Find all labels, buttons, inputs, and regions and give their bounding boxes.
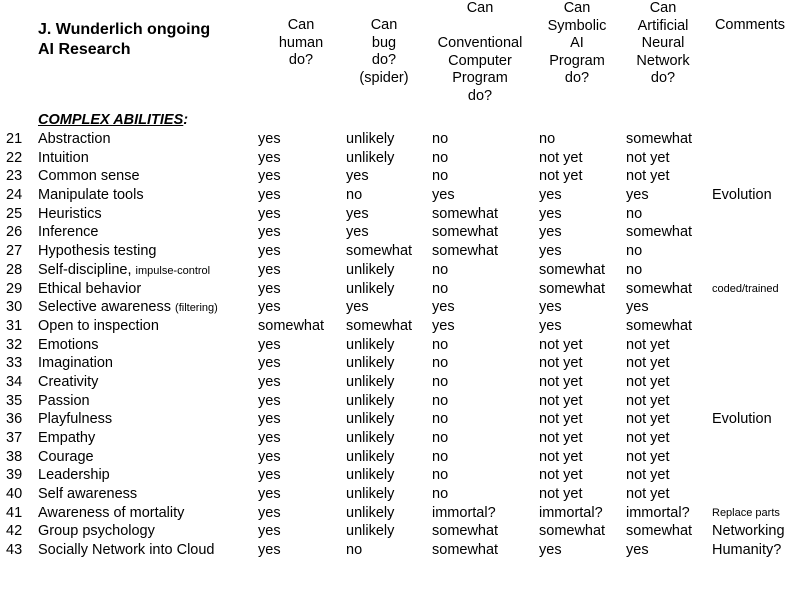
row-number: 41 bbox=[6, 504, 23, 521]
ann-cell: no bbox=[626, 205, 643, 222]
ability-name: Intuition bbox=[38, 149, 89, 166]
human-cell: yes bbox=[258, 392, 281, 409]
bug-cell: unlikely bbox=[346, 373, 395, 390]
comment-cell: Evolution bbox=[712, 187, 772, 204]
bug-cell: unlikely bbox=[346, 486, 395, 503]
ability-name: Ethical behavior bbox=[38, 280, 142, 297]
symbolic-cell: yes bbox=[539, 224, 562, 241]
row-number: 28 bbox=[6, 261, 23, 278]
conventional-cell: no bbox=[432, 448, 449, 465]
header-ann: Can Artificial Neural Network do? bbox=[636, 0, 690, 87]
bug-cell: unlikely bbox=[346, 131, 395, 147]
symbolic-cell: not yet bbox=[539, 486, 583, 503]
row-number: 40 bbox=[6, 486, 23, 503]
row-number: 27 bbox=[6, 243, 23, 260]
ability-name: Awareness of mortality bbox=[38, 504, 185, 521]
symbolic-cell: somewhat bbox=[539, 280, 606, 297]
ability-name: Manipulate tools bbox=[38, 187, 144, 204]
symbolic-cell: not yet bbox=[539, 355, 583, 372]
symbolic-cell: yes bbox=[539, 317, 562, 334]
table-row bbox=[0, 242, 800, 261]
symbolic-cell: not yet bbox=[539, 392, 583, 409]
conventional-cell: no bbox=[432, 355, 449, 372]
row-number: 36 bbox=[6, 411, 23, 428]
table-row bbox=[0, 186, 800, 205]
bug-cell: unlikely bbox=[346, 149, 395, 166]
symbolic-cell: yes bbox=[539, 187, 562, 204]
row-number: 26 bbox=[6, 224, 23, 241]
bug-cell: yes bbox=[346, 205, 369, 222]
ability-note: (filtering) bbox=[175, 302, 218, 315]
table-row bbox=[0, 504, 800, 523]
human-cell: yes bbox=[258, 373, 281, 390]
symbolic-cell: yes bbox=[539, 205, 562, 222]
symbolic-cell: not yet bbox=[539, 411, 583, 428]
ability-name: Heuristics bbox=[38, 205, 102, 222]
bug-cell: no bbox=[346, 542, 363, 559]
symbolic-cell: yes bbox=[539, 243, 562, 260]
ability-name: Hypothesis testing bbox=[38, 243, 157, 260]
human-cell: yes bbox=[258, 486, 281, 503]
ann-cell: somewhat bbox=[626, 224, 693, 241]
bug-cell: unlikely bbox=[346, 467, 395, 484]
symbolic-cell: not yet bbox=[539, 430, 583, 446]
table-row bbox=[0, 167, 800, 186]
ability-cell bbox=[38, 242, 156, 261]
ability-cell bbox=[38, 167, 140, 186]
ann-cell: somewhat bbox=[626, 317, 693, 334]
abilities-table bbox=[0, 130, 800, 560]
row-number: 43 bbox=[6, 542, 23, 559]
header-symbolic: Can Symbolic AI Program do? bbox=[547, 0, 607, 87]
comment-cell: Evolution bbox=[712, 411, 772, 428]
ann-cell: not yet bbox=[626, 448, 670, 465]
row-number: 39 bbox=[6, 467, 23, 484]
ann-cell: no bbox=[626, 243, 643, 260]
ann-cell: somewhat bbox=[626, 523, 693, 540]
ability-name: Imagination bbox=[38, 355, 113, 372]
human-cell: yes bbox=[258, 205, 281, 222]
symbolic-cell: somewhat bbox=[539, 523, 606, 540]
row-number: 24 bbox=[6, 187, 23, 204]
human-cell: somewhat bbox=[258, 317, 325, 334]
ability-name: Emotions bbox=[38, 336, 99, 353]
ability-name: Empathy bbox=[38, 430, 96, 446]
section-label: COMPLEX ABILITIES bbox=[38, 112, 184, 128]
symbolic-cell: not yet bbox=[539, 168, 583, 185]
ability-name: Self-discipline, bbox=[38, 261, 132, 278]
table-row bbox=[0, 522, 800, 541]
bug-cell: unlikely bbox=[346, 261, 395, 278]
table-row bbox=[0, 429, 800, 448]
conventional-cell: somewhat bbox=[432, 224, 499, 241]
table-row bbox=[0, 280, 800, 299]
ability-name: Creativity bbox=[38, 373, 99, 390]
row-number: 34 bbox=[6, 373, 23, 390]
conventional-cell: no bbox=[432, 131, 449, 147]
ability-cell bbox=[38, 522, 155, 541]
row-number: 23 bbox=[6, 168, 23, 185]
table-row bbox=[0, 373, 800, 392]
comment-cell: Replace parts bbox=[712, 506, 780, 519]
ann-cell: not yet bbox=[626, 467, 670, 484]
ann-cell: not yet bbox=[626, 355, 670, 372]
conventional-cell: yes bbox=[432, 317, 455, 334]
symbolic-cell: yes bbox=[539, 299, 562, 316]
bug-cell: unlikely bbox=[346, 280, 395, 297]
bug-cell: unlikely bbox=[346, 448, 395, 465]
row-number: 42 bbox=[6, 523, 23, 540]
bug-cell: yes bbox=[346, 224, 369, 241]
table-row bbox=[0, 466, 800, 485]
table-row bbox=[0, 392, 800, 411]
row-number: 25 bbox=[6, 205, 23, 222]
ann-cell: somewhat bbox=[626, 131, 693, 147]
ability-cell bbox=[38, 298, 218, 318]
comment-cell: Humanity? bbox=[712, 542, 782, 559]
row-number: 33 bbox=[6, 355, 23, 372]
ability-name: Selective awareness bbox=[38, 299, 171, 316]
conventional-cell: no bbox=[432, 168, 449, 185]
conventional-cell: no bbox=[432, 486, 449, 503]
conventional-cell: no bbox=[432, 280, 449, 297]
ability-name: Abstraction bbox=[38, 131, 111, 147]
human-cell: yes bbox=[258, 467, 281, 484]
bug-cell: no bbox=[346, 187, 363, 204]
ann-cell: yes bbox=[626, 299, 649, 316]
ability-cell bbox=[38, 354, 113, 373]
ability-cell bbox=[38, 485, 137, 504]
symbolic-cell: not yet bbox=[539, 336, 583, 353]
human-cell: yes bbox=[258, 504, 281, 521]
table-row bbox=[0, 410, 800, 429]
bug-cell: unlikely bbox=[346, 523, 395, 540]
symbolic-cell: not yet bbox=[539, 373, 583, 390]
bug-cell: somewhat bbox=[346, 317, 413, 334]
ability-cell bbox=[38, 186, 144, 205]
ability-name: Socially Network into Cloud bbox=[38, 542, 215, 559]
ann-cell: not yet bbox=[626, 373, 670, 390]
row-number: 21 bbox=[6, 131, 23, 147]
document-title: J. Wunderlich ongoing AI Research bbox=[38, 21, 211, 58]
ability-cell bbox=[38, 392, 90, 411]
table-row bbox=[0, 149, 800, 168]
conventional-cell: no bbox=[432, 411, 449, 428]
human-cell: yes bbox=[258, 149, 281, 166]
row-number: 38 bbox=[6, 448, 23, 465]
ability-cell bbox=[38, 223, 98, 242]
ability-cell bbox=[38, 261, 210, 281]
header-bug: Can bug do? (spider) bbox=[359, 17, 409, 86]
comment-cell: coded/trained bbox=[712, 282, 779, 295]
ability-name: Courage bbox=[38, 448, 94, 465]
ann-cell: not yet bbox=[626, 486, 670, 503]
table-row bbox=[0, 298, 800, 317]
row-number: 22 bbox=[6, 149, 23, 166]
row-number: 30 bbox=[6, 299, 23, 316]
bug-cell: somewhat bbox=[346, 243, 413, 260]
ability-name: Group psychology bbox=[38, 523, 155, 540]
table-row bbox=[0, 485, 800, 504]
conventional-cell: no bbox=[432, 467, 449, 484]
ability-name: Leadership bbox=[38, 467, 110, 484]
section-colon: : bbox=[183, 112, 189, 128]
ann-cell: yes bbox=[626, 542, 649, 559]
ann-cell: somewhat bbox=[626, 280, 693, 297]
human-cell: yes bbox=[258, 224, 281, 241]
ann-cell: not yet bbox=[626, 430, 670, 446]
section-heading bbox=[38, 112, 188, 129]
ability-cell bbox=[38, 280, 141, 299]
human-cell: yes bbox=[258, 411, 281, 428]
ability-cell bbox=[38, 149, 89, 168]
ability-cell bbox=[38, 429, 95, 448]
ability-note: impulse-control bbox=[135, 264, 211, 277]
ann-cell: not yet bbox=[626, 392, 670, 409]
ability-name: Inference bbox=[38, 224, 99, 241]
human-cell: yes bbox=[258, 280, 281, 297]
conventional-cell: no bbox=[432, 261, 449, 278]
human-cell: yes bbox=[258, 187, 281, 204]
header-human: Can human do? bbox=[278, 17, 324, 69]
bug-cell: yes bbox=[346, 299, 369, 316]
bug-cell: yes bbox=[346, 168, 369, 185]
symbolic-cell: immortal? bbox=[539, 504, 603, 521]
human-cell: yes bbox=[258, 355, 281, 372]
ann-cell: no bbox=[626, 261, 643, 278]
conventional-cell: no bbox=[432, 392, 449, 409]
ability-name: Playfulness bbox=[38, 411, 113, 428]
bug-cell: unlikely bbox=[346, 504, 395, 521]
table-row bbox=[0, 205, 800, 224]
ability-cell bbox=[38, 130, 111, 149]
header-comments: Comments bbox=[714, 17, 786, 33]
bug-cell: unlikely bbox=[346, 392, 395, 409]
ann-cell: not yet bbox=[626, 336, 670, 353]
human-cell: yes bbox=[258, 168, 281, 185]
symbolic-cell: not yet bbox=[539, 448, 583, 465]
bug-cell: unlikely bbox=[346, 355, 395, 372]
human-cell: yes bbox=[258, 336, 281, 353]
row-number: 32 bbox=[6, 336, 23, 353]
ability-cell bbox=[38, 504, 184, 523]
ann-cell: not yet bbox=[626, 149, 670, 166]
ability-cell bbox=[38, 317, 159, 336]
ability-cell bbox=[38, 336, 98, 355]
table-row bbox=[0, 261, 800, 280]
human-cell: yes bbox=[258, 448, 281, 465]
ability-cell bbox=[38, 373, 98, 392]
header-conventional: Can Conventional Computer Program do? bbox=[437, 0, 523, 104]
bug-cell: unlikely bbox=[346, 411, 395, 428]
ability-cell bbox=[38, 410, 112, 429]
symbolic-cell: yes bbox=[539, 542, 562, 559]
bug-cell: unlikely bbox=[346, 336, 395, 353]
human-cell: yes bbox=[258, 243, 281, 260]
row-number: 37 bbox=[6, 430, 23, 446]
ability-name: Common sense bbox=[38, 168, 140, 185]
row-number: 31 bbox=[6, 317, 23, 334]
row-number: 35 bbox=[6, 392, 23, 409]
ability-cell bbox=[38, 541, 215, 560]
conventional-cell: somewhat bbox=[432, 542, 499, 559]
ann-cell: yes bbox=[626, 187, 649, 204]
conventional-cell: no bbox=[432, 430, 449, 446]
table-row bbox=[0, 336, 800, 355]
row-number: 29 bbox=[6, 280, 23, 297]
conventional-cell: yes bbox=[432, 187, 455, 204]
human-cell: yes bbox=[258, 131, 281, 147]
ability-name: Open to inspection bbox=[38, 317, 159, 334]
table-row bbox=[0, 448, 800, 467]
conventional-cell: no bbox=[432, 149, 449, 166]
conventional-cell: somewhat bbox=[432, 205, 499, 222]
ability-cell bbox=[38, 205, 102, 224]
symbolic-cell: not yet bbox=[539, 467, 583, 484]
ability-cell bbox=[38, 466, 110, 485]
human-cell: yes bbox=[258, 523, 281, 540]
table-row bbox=[0, 223, 800, 242]
comment-cell: Networking bbox=[712, 523, 785, 540]
human-cell: yes bbox=[258, 430, 281, 446]
ability-name: Self awareness bbox=[38, 486, 138, 503]
conventional-cell: immortal? bbox=[432, 504, 496, 521]
ann-cell: immortal? bbox=[626, 504, 690, 521]
bug-cell: unlikely bbox=[346, 430, 395, 446]
ann-cell: not yet bbox=[626, 168, 670, 185]
symbolic-cell: no bbox=[539, 131, 556, 147]
human-cell: yes bbox=[258, 261, 281, 278]
table-row bbox=[0, 354, 800, 373]
ann-cell: not yet bbox=[626, 411, 670, 428]
symbolic-cell: not yet bbox=[539, 149, 583, 166]
human-cell: yes bbox=[258, 299, 281, 316]
symbolic-cell: somewhat bbox=[539, 261, 606, 278]
human-cell: yes bbox=[258, 542, 281, 559]
conventional-cell: somewhat bbox=[432, 523, 499, 540]
table-row bbox=[0, 541, 800, 560]
ability-cell bbox=[38, 448, 94, 467]
ability-name: Passion bbox=[38, 392, 90, 409]
conventional-cell: somewhat bbox=[432, 243, 499, 260]
table-row bbox=[0, 317, 800, 336]
conventional-cell: yes bbox=[432, 299, 455, 316]
conventional-cell: no bbox=[432, 336, 449, 353]
table-row bbox=[0, 130, 800, 149]
conventional-cell: no bbox=[432, 373, 449, 390]
